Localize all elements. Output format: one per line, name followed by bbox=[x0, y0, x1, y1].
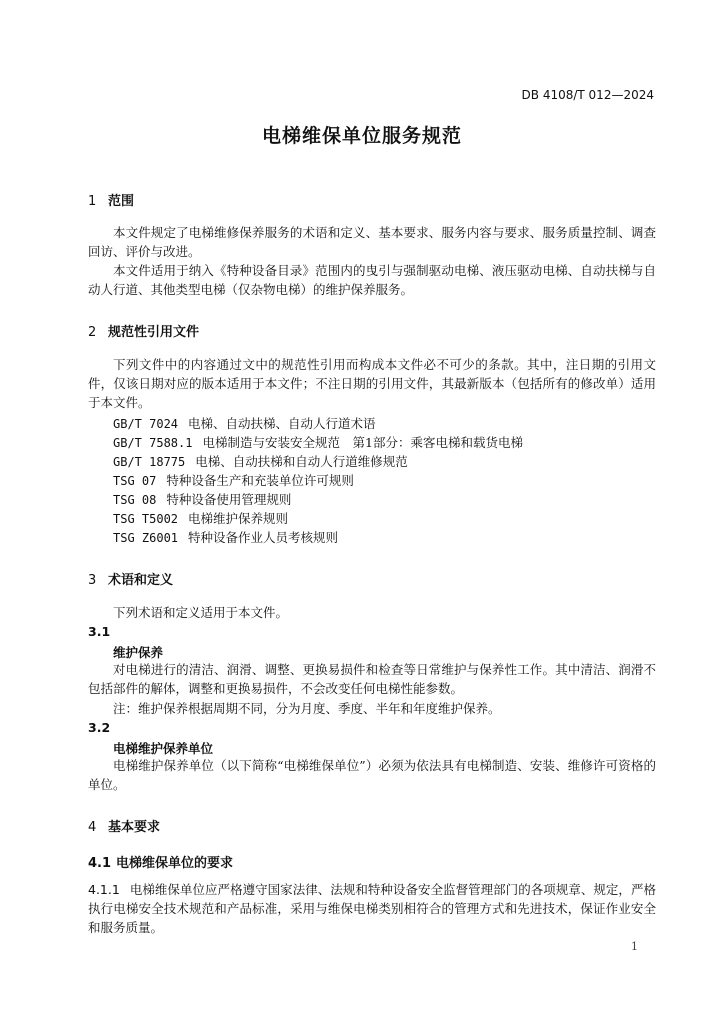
reference-item bbox=[113, 414, 376, 434]
section-number: 3 bbox=[88, 573, 97, 588]
section-1-heading bbox=[88, 190, 134, 209]
reference-code: TSG 07 bbox=[113, 474, 157, 488]
section-number: 4 bbox=[88, 820, 97, 835]
term-definition: 电梯维护保养单位（以下简称“电梯维保单位”）必须为依法具有电梯制造、安装、维修许可资格的单位。 bbox=[88, 758, 656, 792]
reference-code: GB/T 7024 bbox=[113, 417, 179, 431]
clause-number: 4.1.1 bbox=[88, 882, 120, 897]
reference-name: 特种设备生产和充装单位许可规则 bbox=[166, 473, 354, 488]
term-definition: 对电梯进行的清洁、润滑、调整、更换易损件和检查等日常维护与保养性工作。其中清洁、润滑不包括部件的解体，调整和更换易损件，不会改变任何电梯性能参数。 bbox=[88, 662, 656, 696]
reference-item bbox=[113, 433, 523, 453]
section-title: 术语和定义 bbox=[108, 573, 174, 588]
reference-item bbox=[113, 471, 354, 491]
term-number: 3.1 bbox=[88, 624, 111, 639]
clause-text: 电梯维保单位应严格遵守国家法律、法规和特种设备安全监督管理部门的各项规章、规定，严格执行电梯安全技术规范和产品标准，采用与维保电梯类别相符合的管理方式和先进技术，保证作业安全和服务质量。 bbox=[88, 882, 656, 935]
section-number: 2 bbox=[88, 325, 97, 340]
section-1-paragraph-2: 本文件适用于纳入《特种设备目录》范围内的曳引与强制驱动电梯、液压驱动电梯、自动扶梯与自动人行道、其他类型电梯（仅杂物电梯）的维护保养服务。 bbox=[88, 263, 656, 297]
reference-code: GB/T 18775 bbox=[113, 455, 186, 469]
clause-4-1-1 bbox=[88, 880, 656, 937]
subsection-title: 电梯维保单位的要求 bbox=[116, 856, 234, 871]
document-title: 电梯维保单位服务规范 bbox=[261, 125, 462, 147]
term-name: 电梯维护保养单位 bbox=[113, 741, 214, 756]
reference-item bbox=[113, 490, 291, 510]
term-name: 维护保养 bbox=[113, 645, 164, 660]
section-number: 1 bbox=[88, 194, 97, 209]
document-code: DB 4108/T 012—2024 bbox=[521, 88, 654, 102]
reference-code: TSG 08 bbox=[113, 493, 157, 507]
reference-code: GB/T 7588.1 bbox=[113, 436, 193, 450]
section-4-heading bbox=[88, 816, 160, 835]
section-3-heading bbox=[88, 569, 173, 588]
reference-name: 电梯、自动扶梯和自动人行道维修规范 bbox=[195, 454, 408, 469]
reference-code: TSG T5002 bbox=[113, 512, 179, 526]
reference-item bbox=[113, 452, 408, 472]
section-2-paragraph: 下列文件中的内容通过文中的规范性引用而构成本文件必不可少的条款。其中，注日期的引用文件，仅该日期对应的版本适用于本文件；不注日期的引用文件，其最新版本（包括所有的修改单）适用于本文件。 bbox=[88, 357, 656, 410]
section-title: 范围 bbox=[108, 194, 135, 209]
subsection-number: 4.1 bbox=[88, 856, 112, 871]
term-number: 3.2 bbox=[88, 720, 111, 735]
reference-item bbox=[113, 528, 338, 548]
term-note: 注：维护保养根据周期不同，分为月度、季度、半年和年度维护保养。 bbox=[113, 701, 501, 716]
section-title: 规范性引用文件 bbox=[108, 325, 200, 340]
reference-name: 电梯维护保养规则 bbox=[188, 511, 289, 526]
subsection-4-1-heading bbox=[88, 852, 233, 871]
reference-code: TSG Z6001 bbox=[113, 531, 179, 545]
reference-name: 电梯制造与安装安全规范 第1部分：乘客电梯和载货电梯 bbox=[202, 435, 523, 450]
section-2-heading bbox=[88, 321, 199, 340]
section-title: 基本要求 bbox=[108, 820, 161, 835]
reference-name: 电梯、自动扶梯、自动人行道术语 bbox=[188, 416, 376, 431]
section-3-intro: 下列术语和定义适用于本文件。 bbox=[113, 605, 289, 620]
reference-name: 特种设备使用管理规则 bbox=[166, 492, 292, 507]
reference-name: 特种设备作业人员考核规则 bbox=[188, 530, 339, 545]
reference-item bbox=[113, 509, 288, 529]
page-number: 1 bbox=[631, 940, 638, 953]
section-1-paragraph-1: 本文件规定了电梯维修保养服务的术语和定义、基本要求、服务内容与要求、服务质量控制、调查回访、评价与改进。 bbox=[88, 225, 656, 259]
